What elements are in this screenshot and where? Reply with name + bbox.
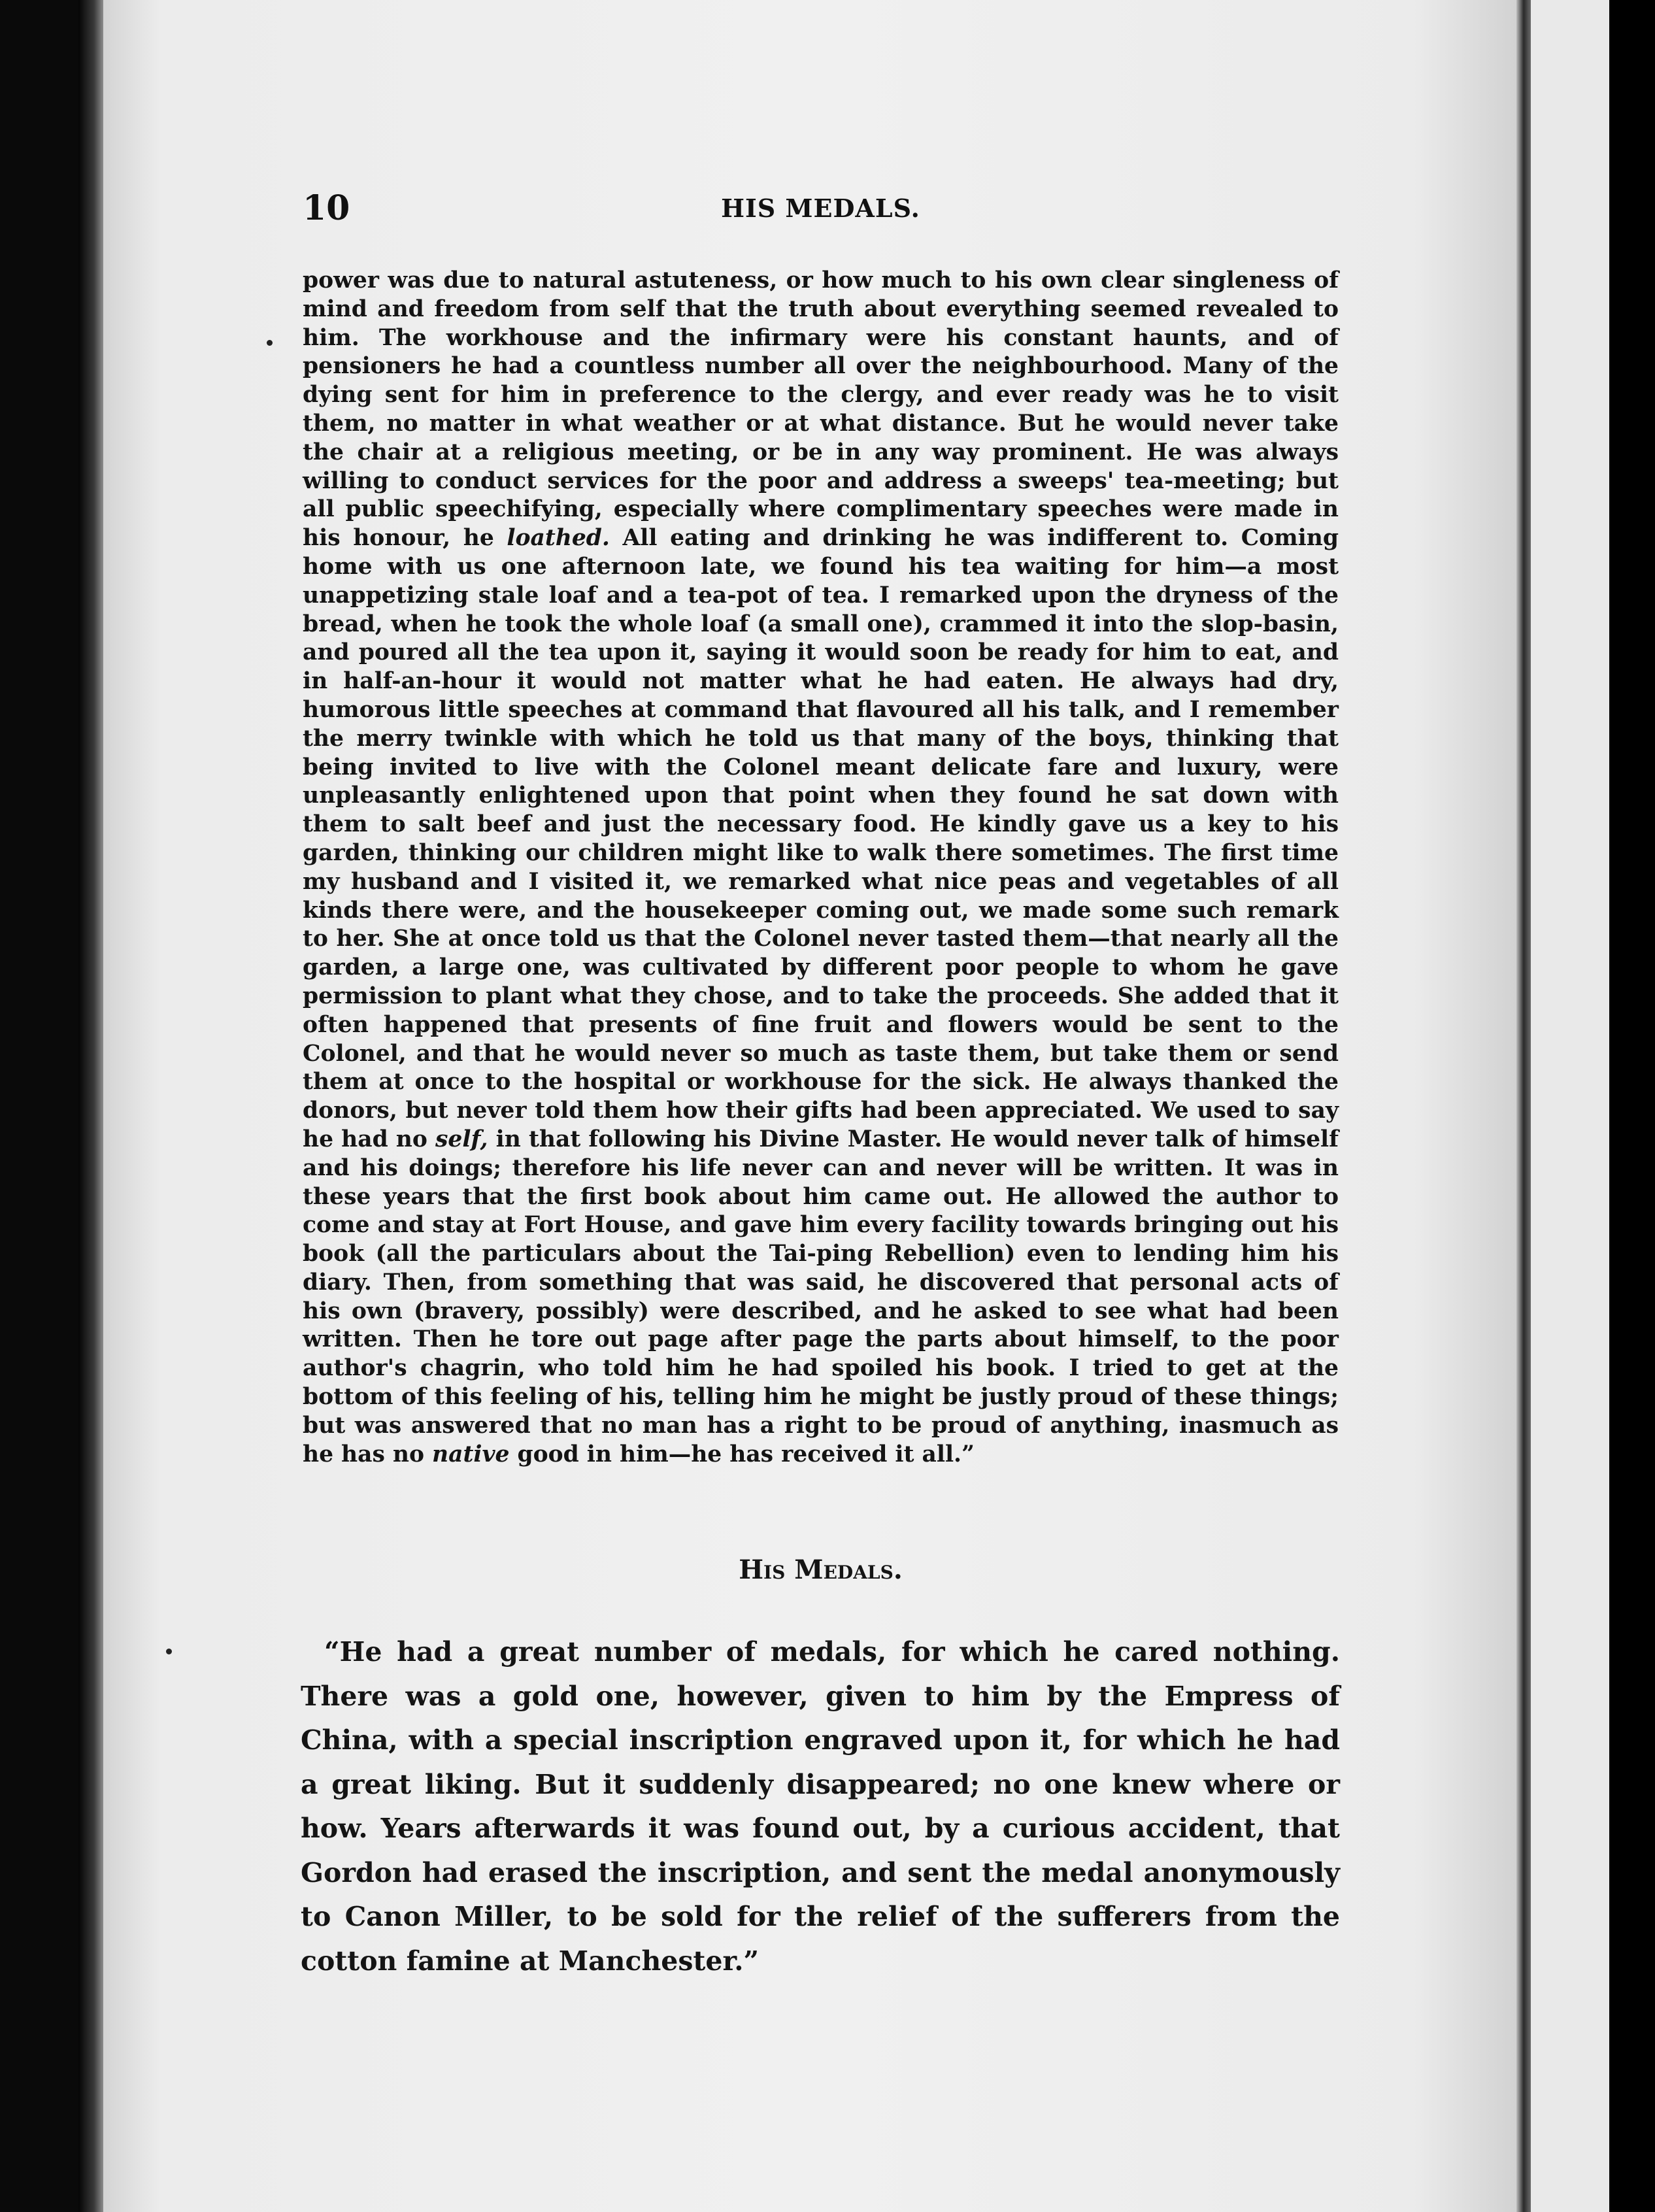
body-text xyxy=(303,267,1339,1469)
page-number: 10 xyxy=(303,188,350,228)
quote-paragraph: “He had a great number of medals, for which he cared nothing. There was a gold one, however, given to him by the Empress of China, with a special inscription engraved upon it, for which he had a great liking. But it suddenly disappeared; no one knew where or how. Years afterwards it was found out, by a curious accident, that Gordon had erased the inscription, and sent the medal anonymously to Canon Miller, to be sold for the relief of the sufferers from the cotton famine at Manchester.” xyxy=(301,1636,1340,1977)
section-heading: His Medals. xyxy=(739,1554,903,1585)
scan-left-border xyxy=(78,0,105,2212)
body-paragraph: power was due to natural astuteness, or how much to his own clear singleness of mind and freedom from self that the truth about everything seemed revealed to him. The workhouse and the infirmary were his constant haunts, and of pensioners he had a countless number all over the neighbourhood. Many of the dying sent for him in preference to the clergy, and ever ready was he to visit them, no matter in what weather or at what distance. But he would never take the chair at a religious meeting, or be in any way prominent. He was always willing to conduct services for the poor and address a sweeps' tea-meeting; but all public speechifying, especially where complimentary speeches were made in his honour, he loathed. All eating and drinking he was indifferent to. Coming home with us one afternoon late, we found his tea waiting for him—a most unappetizing stale loaf and a tea-pot of tea. I remarked upon the dryness of the bread, when he took the whole loaf (a small one), crammed it into the slop-basin, and poured all the tea upon it, saying it would soon be ready for him to eat, and in half-an-hour it would not matter what he had eaten. He always had dry, humorous little speeches at command that flavoured all his talk, and I remember the merry twinkle with which he told us that many of the boys, thinking that being invited to live with the Colonel meant delicate fare and luxury, were unpleasantly enlightened upon that point when they found he sat down with them to salt beef and just the necessary food. He kindly gave us a key to his garden, thinking our children might like to walk there sometimes. The first time my husband and I visited it, we remarked what nice peas and vegetables of all kinds there were, and the housekeeper coming out, we made some such remark to her. She at once told us that the Colonel never tasted them—that nearly all the garden, a large one, was cultivated by different poor people to whom he gave permission to plant what they chose, and to take the proceeds. She added that it often happened that presents of fine fruit and flowers would be sent to the Colonel, and that he would never so much as taste them, but take them or send them at once to the hospital or workhouse for the sick. He always thanked the donors, but never told them how their gifts had been appreciated. We used to say he had no self, in that following his Divine Master. He would never talk of himself and his doings; therefore his life never can and never will be written. It was in these years that the first book about him came out. He allowed the author to come and stay at Fort House, and gave him every facility towards bringing out his book (all the particulars about the Tai-ping Rebellion) even to lending him his diary. Then, from something that was said, he discovered that personal acts of his own (bravery, possibly) were described, and he asked to see what had been written. Then he tore out page after page the parts about himself, to the poor author's chagrin, who told him he had spoiled his book. I tried to get at the bottom of this feeling of his, telling him he might be justly proud of these things; but was answered that no man has a right to be proud of anything, inasmuch as he has no native good in him—he has received it all.” xyxy=(303,267,1339,1467)
facing-page-edge xyxy=(1531,0,1609,2212)
running-head-title: HIS MEDALS. xyxy=(721,193,920,223)
book-gutter xyxy=(1516,0,1531,2212)
scan-right-border xyxy=(1609,0,1655,2212)
running-head xyxy=(303,188,1339,234)
quotation-block xyxy=(301,1630,1340,1983)
margin-speck xyxy=(166,1649,172,1654)
margin-speck xyxy=(267,340,273,346)
